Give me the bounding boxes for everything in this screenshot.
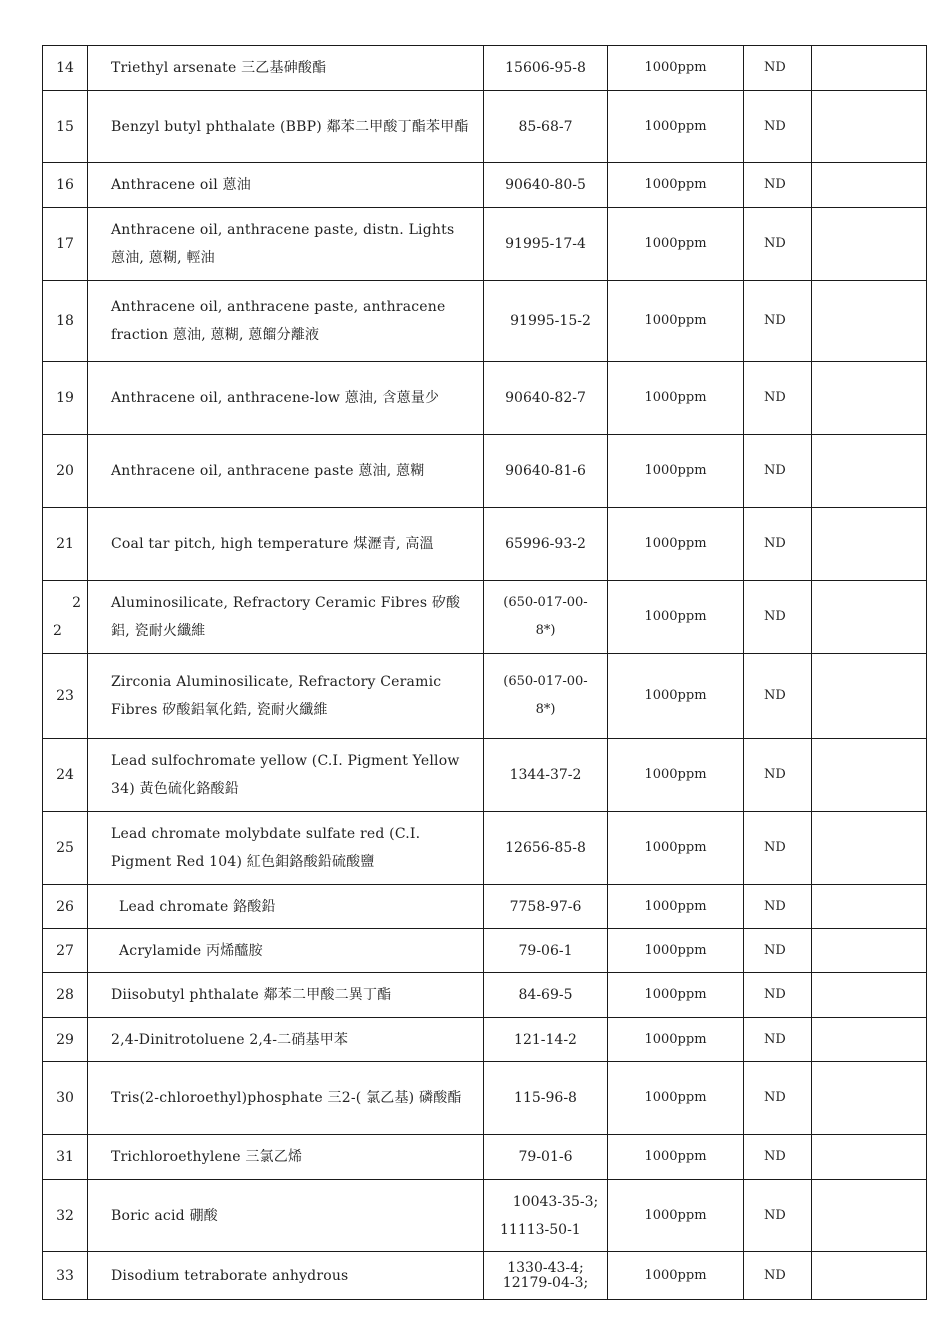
cas-number: 121-14-2 <box>484 1018 608 1062</box>
row-number: 26 <box>43 885 88 929</box>
limit-value: 1000ppm <box>608 1180 744 1252</box>
limit-value: 1000ppm <box>608 812 744 885</box>
table-row <box>43 91 927 163</box>
table-row <box>43 1062 927 1135</box>
result-value: ND <box>744 581 812 654</box>
row-number: 17 <box>43 208 88 281</box>
result-value: ND <box>744 435 812 508</box>
limit-value: 1000ppm <box>608 1135 744 1180</box>
row-number <box>43 581 88 654</box>
limit-value: 1000ppm <box>608 739 744 812</box>
result-value: ND <box>744 812 812 885</box>
substance-name: Anthracene oil, anthracene-low 蒽油, 含蒽量少 <box>88 362 484 435</box>
remark-cell <box>812 885 927 929</box>
row-number: 14 <box>43 46 88 91</box>
remark-cell <box>812 435 927 508</box>
cas-number: 7758-97-6 <box>484 885 608 929</box>
row-number: 32 <box>43 1180 88 1252</box>
substance-name: Acrylamide 丙烯醯胺 <box>88 929 484 973</box>
remark-cell <box>812 654 927 739</box>
result-value: ND <box>744 281 812 362</box>
table-row <box>43 208 927 281</box>
cas-number-line-2: 8*) <box>535 623 556 638</box>
result-value: ND <box>744 1135 812 1180</box>
remark-cell <box>812 1062 927 1135</box>
substance-name: Benzyl butyl phthalate (BBP) 鄰苯二甲酸丁酯苯甲酯 <box>88 91 484 163</box>
cas-number <box>484 654 608 739</box>
limit-value: 1000ppm <box>608 973 744 1018</box>
row-number: 28 <box>43 973 88 1018</box>
row-number: 27 <box>43 929 88 973</box>
table-row <box>43 163 927 208</box>
limit-value: 1000ppm <box>608 91 744 163</box>
remark-cell <box>812 812 927 885</box>
table-row <box>43 812 927 885</box>
table-row <box>43 508 927 581</box>
table-row <box>43 654 927 739</box>
result-value: ND <box>744 973 812 1018</box>
table-row <box>43 1018 927 1062</box>
substance-name: Lead sulfochromate yellow (C.I. Pigment Yellow 34) 黃色硫化鉻酸鉛 <box>88 739 484 812</box>
result-value: ND <box>744 163 812 208</box>
cas-number: 90640-80-5 <box>484 163 608 208</box>
result-value: ND <box>744 929 812 973</box>
remark-cell <box>812 46 927 91</box>
result-value: ND <box>744 91 812 163</box>
substance-name: Anthracene oil, anthracene paste, distn. Lights 蒽油, 蒽糊, 輕油 <box>88 208 484 281</box>
substance-name: Aluminosilicate, Refractory Ceramic Fibres 矽酸鋁, 瓷耐火纖維 <box>88 581 484 654</box>
result-value: ND <box>744 208 812 281</box>
remark-cell <box>812 1018 927 1062</box>
table-row <box>43 929 927 973</box>
substance-name: Diisobutyl phthalate 鄰苯二甲酸二異丁酯 <box>88 973 484 1018</box>
row-number: 15 <box>43 91 88 163</box>
table-row <box>43 885 927 929</box>
cas-number <box>484 1180 608 1252</box>
limit-value: 1000ppm <box>608 929 744 973</box>
table-row <box>43 1252 927 1300</box>
limit-value: 1000ppm <box>608 362 744 435</box>
substance-name: Lead chromate molybdate sulfate red (C.I. Pigment Red 104) 紅色鉬鉻酸鉛硫酸鹽 <box>88 812 484 885</box>
table-row <box>43 581 927 654</box>
remark-cell <box>812 362 927 435</box>
limit-value: 1000ppm <box>608 46 744 91</box>
limit-value: 1000ppm <box>608 508 744 581</box>
substance-name: Lead chromate 鉻酸鉛 <box>88 885 484 929</box>
remark-cell <box>812 973 927 1018</box>
substance-name: Boric acid 硼酸 <box>88 1180 484 1252</box>
table-row <box>43 739 927 812</box>
cas-number-line-1: 10043-35-3; <box>512 1193 599 1210</box>
cas-number: 79-06-1 <box>484 929 608 973</box>
limit-value: 1000ppm <box>608 1062 744 1135</box>
substance-name: Triethyl arsenate 三乙基砷酸酯 <box>88 46 484 91</box>
remark-cell <box>812 1135 927 1180</box>
remark-cell <box>812 581 927 654</box>
cas-number: 79-01-6 <box>484 1135 608 1180</box>
limit-value: 1000ppm <box>608 654 744 739</box>
table-row <box>43 973 927 1018</box>
limit-value: 1000ppm <box>608 1018 744 1062</box>
cas-number-line-2: 11113-50-1 <box>500 1221 581 1238</box>
remark-cell <box>812 929 927 973</box>
row-number: 20 <box>43 435 88 508</box>
cas-number: 15606-95-8 <box>484 46 608 91</box>
result-value: ND <box>744 1180 812 1252</box>
result-value: ND <box>744 654 812 739</box>
result-value: ND <box>744 1062 812 1135</box>
remark-cell <box>812 1252 927 1300</box>
limit-value: 1000ppm <box>608 281 744 362</box>
substance-name: 2,4-Dinitrotoluene 2,4-二硝基甲苯 <box>88 1018 484 1062</box>
row-number: 18 <box>43 281 88 362</box>
cas-number-line-2: 8*) <box>535 702 556 717</box>
result-value: ND <box>744 508 812 581</box>
row-number-line-2: 2 <box>53 623 62 639</box>
cas-number-line-1: (650-017-00- <box>503 595 588 610</box>
remark-cell <box>812 208 927 281</box>
remark-cell <box>812 163 927 208</box>
row-number: 31 <box>43 1135 88 1180</box>
table-row <box>43 362 927 435</box>
cas-number: 85-68-7 <box>484 91 608 163</box>
table-row <box>43 281 927 362</box>
cas-number: 12656-85-8 <box>484 812 608 885</box>
cas-number: 90640-82-7 <box>484 362 608 435</box>
table-row <box>43 435 927 508</box>
row-number: 25 <box>43 812 88 885</box>
limit-value: 1000ppm <box>608 435 744 508</box>
substance-name: Anthracene oil 蒽油 <box>88 163 484 208</box>
cas-number: 90640-81-6 <box>484 435 608 508</box>
limit-value: 1000ppm <box>608 1252 744 1300</box>
cas-number: 91995-15-2 <box>484 281 608 362</box>
cas-number-line-1: (650-017-00- <box>503 674 588 689</box>
table-row <box>43 1180 927 1252</box>
substance-name: Tris(2-chloroethyl)phosphate 三2-( 氯乙基) 磷酸酯 <box>88 1062 484 1135</box>
remark-cell <box>812 281 927 362</box>
row-number: 33 <box>43 1252 88 1300</box>
row-number: 21 <box>43 508 88 581</box>
substance-table <box>42 45 927 1300</box>
substance-name: Zirconia Aluminosilicate, Refractory Ceramic Fibres 矽酸鋁氧化鋯, 瓷耐火纖維 <box>88 654 484 739</box>
cas-number <box>484 1252 608 1300</box>
cas-number: 1344-37-2 <box>484 739 608 812</box>
table-row <box>43 1135 927 1180</box>
limit-value: 1000ppm <box>608 885 744 929</box>
substance-name: Anthracene oil, anthracene paste, anthracene fraction 蒽油, 蒽糊, 蒽餾分離液 <box>88 281 484 362</box>
cas-number: 115-96-8 <box>484 1062 608 1135</box>
remark-cell <box>812 508 927 581</box>
remark-cell <box>812 1180 927 1252</box>
substance-name: Disodium tetraborate anhydrous <box>88 1252 484 1300</box>
limit-value: 1000ppm <box>608 581 744 654</box>
limit-value: 1000ppm <box>608 208 744 281</box>
result-value: ND <box>744 46 812 91</box>
row-number: 23 <box>43 654 88 739</box>
table-row <box>43 46 927 91</box>
substance-name: Anthracene oil, anthracene paste 蒽油, 蒽糊 <box>88 435 484 508</box>
cas-number: 65996-93-2 <box>484 508 608 581</box>
row-number: 19 <box>43 362 88 435</box>
cas-number: 91995-17-4 <box>484 208 608 281</box>
cas-number-line-2: 12179-04-3; <box>502 1274 589 1291</box>
row-number: 16 <box>43 163 88 208</box>
row-number-line-1: 2 <box>72 595 81 611</box>
row-number: 29 <box>43 1018 88 1062</box>
remark-cell <box>812 91 927 163</box>
result-value: ND <box>744 362 812 435</box>
remark-cell <box>812 739 927 812</box>
row-number: 30 <box>43 1062 88 1135</box>
result-value: ND <box>744 885 812 929</box>
cas-number: 84-69-5 <box>484 973 608 1018</box>
substance-name: Coal tar pitch, high temperature 煤瀝青, 高溫 <box>88 508 484 581</box>
result-value: ND <box>744 1252 812 1300</box>
result-value: ND <box>744 739 812 812</box>
result-value: ND <box>744 1018 812 1062</box>
cas-number <box>484 581 608 654</box>
substance-name: Trichloroethylene 三氯乙烯 <box>88 1135 484 1180</box>
row-number: 24 <box>43 739 88 812</box>
cas-number-line-1: 1330-43-4; <box>507 1259 584 1276</box>
limit-value: 1000ppm <box>608 163 744 208</box>
